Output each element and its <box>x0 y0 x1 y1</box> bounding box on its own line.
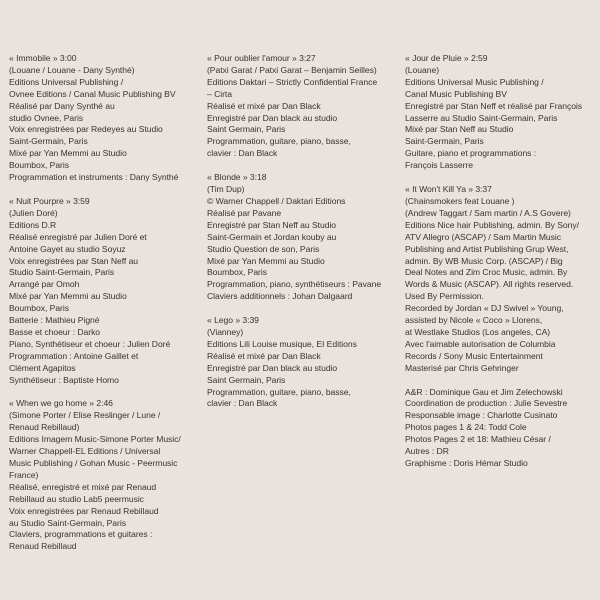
credit-line: François Lasserre <box>405 160 473 171</box>
credit-line: Saint Germain, Paris <box>207 124 286 135</box>
credit-line: Programmation : Antoine Gaillet et <box>9 350 139 361</box>
track-credit-block <box>9 53 197 184</box>
credit-line: Réalisé enregistré par Julien Doré et <box>9 231 147 242</box>
credit-line: A&R : Dominique Gau et Jim Zelechowski <box>405 386 563 397</box>
credit-line: (Simone Porter / Elise Reslinger / Lune / <box>9 410 161 421</box>
credit-line: Photos pages 1 & 24: Todd Cole <box>405 422 527 433</box>
track-title: « Pour oublier l'amour » 3:27 <box>207 53 316 63</box>
credit-line: (Chainsmokers feat Louane ) <box>405 195 515 206</box>
credit-line: Lasserre au Studio Saint-Germain, Paris <box>405 112 558 123</box>
credit-line: Rebillaud au studio Lab5 peermusic <box>9 493 144 504</box>
credit-line: Autres : DR <box>405 446 449 457</box>
credit-line: Mixé par Stan Neff au Studio <box>405 124 514 135</box>
credit-line: Voix enregistrées par Stan Neff au <box>9 255 139 266</box>
track-credit-block <box>405 184 595 375</box>
credit-line: (Louane) <box>405 64 440 75</box>
credit-line: Renaud Rebillaud) <box>9 422 80 433</box>
credit-line: clavier : Dan Black <box>207 148 278 159</box>
credit-line: Antoine Gayet au studio Soyuz <box>9 243 126 254</box>
credit-line: Piano, Synthétiseur et choeur : Julien Doré <box>9 338 171 349</box>
credit-line: assisted by Nicole « Coco » Llorens, <box>405 315 543 326</box>
credit-line: Editions Daktari – Strictly Confidential France <box>207 76 378 87</box>
credit-line: Saint-Germain et Jordan kouby au <box>207 231 337 242</box>
credits-column-3 <box>405 53 595 482</box>
credit-line: Photos Pages 2 et 18: Mathieu César / <box>405 434 551 445</box>
credit-line: Enregistré par Stan Neff et réalisé par François <box>405 100 583 111</box>
credit-line: at Westlake Studios (Los angeles, CA) <box>405 326 551 337</box>
track-credit-block <box>9 398 197 553</box>
credit-line: Editions Universal Music Publishing / <box>405 76 544 87</box>
credit-line: Responsable image : Charlotte Cusinato <box>405 410 558 421</box>
credit-line: Saint Germain, Paris <box>207 374 286 385</box>
track-credit-block <box>405 53 595 172</box>
credit-line: – Cirta <box>207 88 232 99</box>
credit-line: Boumbox, Paris <box>9 303 69 314</box>
credit-line: France) <box>9 469 39 480</box>
credit-line: Voix enregistrées par Renaud Rebillaud <box>9 505 159 516</box>
credit-line: Mixé par Yan Memmi au Studio <box>9 148 127 159</box>
credit-line: Publishing and Artist Publishing Grup West, <box>405 243 569 254</box>
credit-line: ATV Allegro (ASCAP) / Sam Martin Music <box>405 231 562 242</box>
credit-line: Claviers, programmations et guitares : <box>9 529 153 540</box>
credit-line: Clément Agapitos <box>9 362 76 373</box>
track-credit-block <box>207 315 395 410</box>
credit-line: Réalisé par Pavane <box>207 207 282 218</box>
credit-line: Arrangé par Omoh <box>9 279 80 290</box>
credit-line: Editions Imagem Music-Simone Porter Music/ <box>9 434 181 445</box>
credit-line: Enregistré par Dan black au studio <box>207 362 338 373</box>
credit-line: Voix enregistrées par Redeyes au Studio <box>9 124 163 135</box>
track-title: « Immobile » 3:00 <box>9 53 77 63</box>
credit-line: Programmation, guitare, piano, basse, <box>207 136 351 147</box>
track-credit-block <box>207 53 395 160</box>
credit-line: Recorded by Jordan « DJ Swivel » Young, <box>405 303 564 314</box>
credit-line: Editions D.R <box>9 219 57 230</box>
credit-line: Réalisé par Dany Synthé au <box>9 100 115 111</box>
credit-line: Used By Permission. <box>405 291 484 302</box>
credit-line: Boumbox, Paris <box>9 160 69 171</box>
track-title: « When we go home » 2:46 <box>9 398 113 409</box>
credit-line: Programmation, piano, synthétiseurs : Pavane <box>207 279 382 290</box>
credit-line: Studio Saint-Germain, Paris <box>9 267 115 278</box>
credit-line: admin. By WB Music Corp. (ASCAP) / Big <box>405 255 563 266</box>
credit-line: Words & Music (ASCAP). All rights reserved. <box>405 279 574 290</box>
credit-line: Mixé par Yan Memmi au Studio <box>9 291 127 302</box>
track-title: « Lego » 3:39 <box>207 315 259 326</box>
credit-line: (Julien Doré) <box>9 207 58 218</box>
credit-line: (Vianney) <box>207 327 244 338</box>
credit-line: Renaud Rebillaud <box>9 541 77 552</box>
credit-line: Ovnee Editions / Canal Music Publishing BV <box>9 88 176 99</box>
credit-line: © Warner Chappell / Daktari Editions <box>207 195 346 206</box>
credit-line: Deal Notes and Zim Croc Music, admin. By <box>405 267 568 278</box>
credit-line: Canal Music Publishing BV <box>405 88 507 99</box>
credit-line: Enregistré par Stan Neff au Studio <box>207 219 337 230</box>
credit-line: Editions Nice hair Publishing, admin. By Sony/ <box>405 219 579 230</box>
credit-line: Graphisme : Doris Hémar Studio <box>405 458 528 468</box>
credit-line: Music Publishing / Gohan Music - Peermusic <box>9 458 178 468</box>
credit-line: Studio Question de son, Paris <box>207 243 320 254</box>
credit-line: Saint-Germain, Paris <box>9 136 88 147</box>
credit-line: Saint-Germain, Paris <box>405 136 484 147</box>
credit-line: (Patxi Garat / Patxi Garat – Benjamin Seilles) <box>207 64 377 75</box>
track-credit-block <box>405 387 595 470</box>
credit-line: Programmation et instruments : Dany Synthé <box>9 172 179 183</box>
credit-line: (Louane / Louane - Dany Synthé) <box>9 64 135 75</box>
credit-line: Claviers additionnels : Johan Dalgaard <box>207 291 353 302</box>
credit-line: clavier : Dan Black <box>207 398 278 409</box>
credit-line: Editions Lili Louise musique, EI Editions <box>207 338 357 349</box>
track-credit-block <box>207 172 395 303</box>
track-title: « Nuit Pourpre » 3:59 <box>9 195 90 206</box>
credits-column-1 <box>9 53 197 565</box>
credit-line: Programmation, guitare, piano, basse, <box>207 386 351 397</box>
credit-line: Avec l'aimable autorisation de Columbia <box>405 338 556 349</box>
credit-line: Warner Chappell-EL Editions / Universal <box>9 446 161 457</box>
credit-line: Enregistré par Dan black au studio <box>207 112 338 123</box>
credit-line: studio Ovnee, Paris <box>9 112 84 123</box>
credit-line: (Andrew Taggart / Sam martin / A.S Govere) <box>405 207 571 218</box>
credit-line: Synthétiseur : Baptiste Homo <box>9 374 119 385</box>
credit-line: Réalisé et mixé par Dan Black <box>207 350 321 361</box>
track-credit-block <box>9 196 197 387</box>
credit-line: Réalisé, enregistré et mixé par Renaud <box>9 481 157 492</box>
credit-line: Guitare, piano et programmations : <box>405 148 537 159</box>
credit-line: Coordination de production : Julie Sevestre <box>405 398 568 409</box>
credit-line: au Studio Saint-Germain, Paris <box>9 517 126 528</box>
credit-line: Mixé par Yan Memmi au Studio <box>207 255 325 266</box>
credit-line: Boumbox, Paris <box>207 267 267 278</box>
credit-line: Batterie : Mathieu Pigné <box>9 315 100 326</box>
credit-line: Masterisé par Chris Gehringer <box>405 362 519 373</box>
credits-column-2 <box>207 53 395 422</box>
credit-line: (Tim Dup) <box>207 184 245 195</box>
track-title: « Jour de Pluie » 2:59 <box>405 53 488 63</box>
credit-line: Basse et choeur : Darko <box>9 326 101 337</box>
track-title: « Blonde » 3:18 <box>207 172 267 183</box>
track-title: « It Won't Kill Ya » 3:37 <box>405 184 492 195</box>
credit-line: Réalisé et mixé par Dan Black <box>207 100 321 111</box>
credit-line: Records / Sony Music Entertainment <box>405 350 543 361</box>
credit-line: Editions Universal Publishing / <box>9 76 124 87</box>
